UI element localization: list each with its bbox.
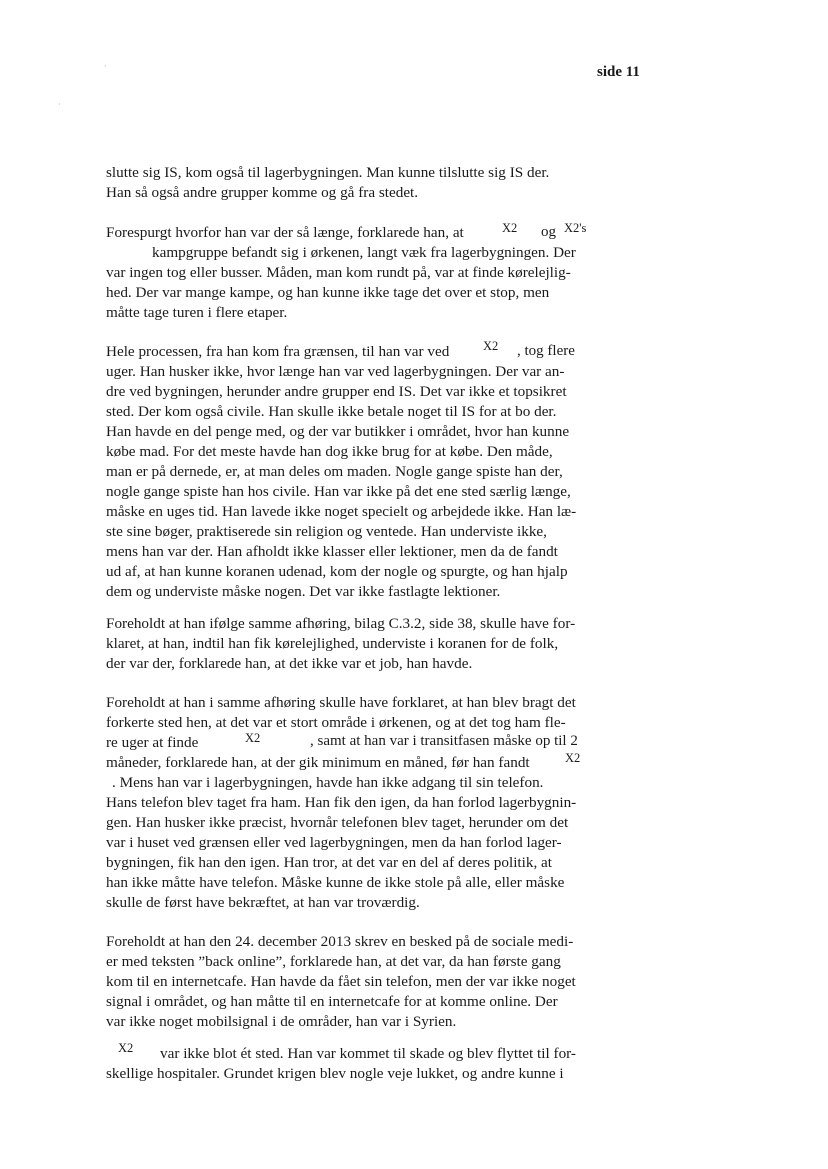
text-line: forkerte sted hen, at det var et stort område i ørkenen, og at det tog ham fle- — [106, 714, 566, 731]
text-fragment: , tog flere — [517, 343, 575, 359]
redaction-marker: X2 — [483, 339, 499, 353]
text-line: ste sine bøger, praktiserede sin religion og ventede. Han underviste ikke, — [106, 523, 547, 540]
redaction-marker-possessive: X2's — [564, 221, 587, 235]
text-line: man er på dernede, er, at man deles om maden. Nogle gange spiste han der, — [106, 463, 563, 480]
text-line: kampgruppe befandt sig i ørkenen, langt væk fra lagerbygningen. Der — [152, 244, 576, 261]
text-line: slutte sig IS, kom også til lagerbygningen. Man kunne tilslutte sig IS der. — [106, 164, 550, 181]
text-fragment: , samt at han var i transitfasen måske op til 2 — [310, 733, 578, 749]
text-fragment: og — [541, 224, 556, 240]
text-line: er med teksten ”back online”, forklarede han, at det var, da han første gang — [106, 953, 561, 970]
text-line: var ikke blot ét sted. Han var kommet til skade og blev flyttet til for- — [160, 1045, 576, 1062]
text-line: Han så også andre grupper komme og gå fra stedet. — [106, 184, 419, 201]
text-line: dre ved bygningen, herunder andre grupper end IS. Det var ikke et topsikret — [106, 383, 567, 400]
text-line: hed. Der var mange kampe, og han kunne ikke tage det over et stop, men — [106, 284, 550, 301]
text-line: måtte tage turen i flere etaper. — [106, 304, 288, 321]
text-line: Foreholdt at han ifølge samme afhøring, bilag C.3.2, side 38, skulle have for- — [106, 615, 576, 632]
text-line: Hele processen, fra han kom fra grænsen, til han var ved — [106, 343, 450, 360]
text-line: bygningen, fik han den igen. Han tror, at det var en del af deres politik, at — [106, 854, 553, 871]
text-line: skulle de først have bekræftet, at han var troværdig. — [106, 894, 420, 911]
text-line: klaret, at han, indtil han fik kørelejlighed, underviste i koranen for de folk, — [106, 635, 559, 652]
redaction-marker: X2 — [565, 751, 581, 765]
text-line: Foreholdt at han i samme afhøring skulle have forklaret, at han blev bragt det — [106, 694, 576, 711]
text-line: han ikke måtte have telefon. Måske kunne de ikke stole på alle, eller måske — [106, 874, 565, 891]
text-line: købe mad. For det meste havde han dog ikke brug for at købe. Den måde, — [106, 443, 553, 460]
text-line: uger. Han husker ikke, hvor længe han var ved lagerbygningen. Der var an- — [106, 363, 565, 380]
text-line: signal i området, og han måtte til en internetcafe for at komme online. Der — [106, 993, 558, 1010]
scan-speck: · — [58, 100, 61, 109]
text-line: re uger at finde — [106, 734, 199, 751]
text-line: skellige hospitaler. Grundet krigen blev nogle veje lukket, og andre kunne i — [106, 1065, 564, 1082]
redaction-marker: X2 — [245, 731, 261, 745]
text-line: var ingen tog eller busser. Måden, man kom rundt på, var at finde kørelejlig- — [106, 264, 571, 281]
text-line: der var der, forklarede han, at det ikke var et job, han havde. — [106, 655, 473, 672]
text-line: måske en uges tid. Han lavede ikke noget specielt og arbejdede ikke. Han læ- — [106, 503, 577, 520]
text-line: gen. Han husker ikke præcist, hvornår telefonen blev taget, herunder om det — [106, 814, 569, 831]
text-line: ud af, at han kunne koranen udenad, kom der nogle og spurgte, og han hjalp — [106, 563, 568, 580]
text-line: var i huset ved grænsen eller ved lagerbygningen, men da han forlod lager- — [106, 834, 562, 851]
text-line: kom til en internetcafe. Han havde da fået sin telefon, men der var ikke noget — [106, 973, 576, 990]
text-line: var ikke noget mobilsignal i de områder, han var i Syrien. — [106, 1013, 457, 1030]
text-line: nogle gange spiste han hos civile. Han var ikke på det ene sted særlig længe, — [106, 483, 571, 500]
redaction-marker: X2 — [118, 1041, 134, 1055]
text-line: Han havde en del penge med, og der var butikker i området, hvor han kunne — [106, 423, 570, 440]
text-line: mens han var der. Han afholdt ikke klasser eller lektioner, men da de fandt — [106, 543, 558, 560]
text-line: . Mens han var i lagerbygningen, havde han ikke adgang til sin telefon. — [112, 774, 544, 791]
text-line: Foreholdt at han den 24. december 2013 skrev en besked på de sociale medi- — [106, 933, 574, 950]
redaction-marker: X2 — [502, 221, 518, 235]
page-number: side 11 — [597, 64, 640, 80]
scan-speck: · — [104, 62, 107, 71]
text-line: Forespurgt hvorfor han var der så længe, forklarede han, at — [106, 224, 464, 241]
text-line: dem og underviste måske nogen. Det var ikke fastlagte lektioner. — [106, 583, 501, 600]
text-line: Hans telefon blev taget fra ham. Han fik den igen, da han forlod lagerbygnin- — [106, 794, 577, 811]
text-line: måneder, forklarede han, at der gik minimum en måned, før han fandt — [106, 754, 530, 771]
text-line: sted. Der kom også civile. Han skulle ikke betale noget til IS for at bo der. — [106, 403, 557, 420]
